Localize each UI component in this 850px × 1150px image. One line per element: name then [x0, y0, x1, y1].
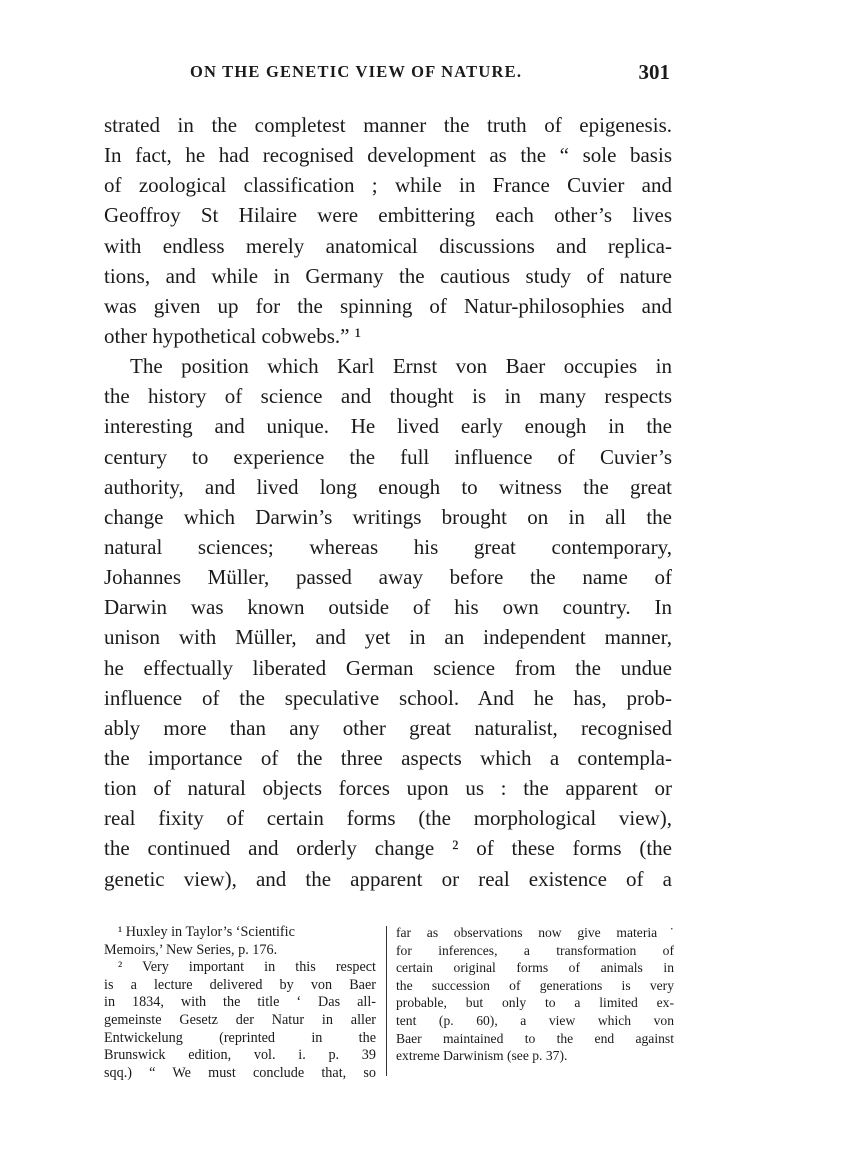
running-head: ON THE GENETIC VIEW OF NATURE.: [190, 62, 523, 81]
text-line: the importance of the three aspects which a contempla-: [104, 745, 672, 770]
footnote-column-divider: [386, 926, 387, 1076]
text-line: tion of natural objects forces upon us : the apparent or: [104, 776, 672, 801]
footnote-line: far as observations now give materia˙: [396, 925, 674, 940]
text-line: tions, and while in Germany the cautious study of nature: [104, 263, 672, 288]
text-line: real fixity of certain forms (the morphological view),: [104, 806, 672, 831]
footnote-column-left: [104, 924, 376, 1082]
footnote-line: gemeinste Gesetz der Natur in aller: [104, 1011, 376, 1028]
footnote-line: Memoirs,’ New Series, p. 176.: [104, 941, 278, 958]
text-line: with endless merely anatomical discussions and replica-: [104, 233, 672, 258]
footnote-line: certain original forms of animals in: [396, 960, 674, 976]
text-line: natural sciences; whereas his great contemporary,: [104, 534, 672, 559]
text-line: Geoffroy St Hilaire were embittering each other’s lives: [104, 203, 672, 228]
text-line: century to experience the full influence of Cuvier’s: [104, 444, 672, 469]
body-text: [104, 110, 672, 894]
footnote-line: is a lecture delivered by von Baer: [104, 976, 376, 993]
footnote-line: ¹ Huxley in Taylor’s ‘Scientific: [118, 924, 295, 940]
text-line: authority, and lived long enough to witness the great: [104, 474, 672, 499]
footnote-line: the succession of generations is very: [396, 977, 674, 993]
footnote-line: for inferences, a transformation of: [396, 942, 674, 958]
text-line: genetic view), and the apparent or real existence of a: [104, 866, 672, 891]
text-line: was given up for the spinning of Natur-philosophies and: [104, 293, 672, 318]
text-line: The position which Karl Ernst von Baer occupies in: [130, 354, 672, 379]
footnote-line: Brunswick edition, vol. i. p. 39: [104, 1047, 376, 1064]
footnotes: [104, 924, 672, 1080]
text-line: ably more than any other great naturalist, recognised: [104, 715, 672, 740]
text-line: change which Darwin’s writings brought on in all the: [104, 504, 672, 529]
footnote-line: probable, but only to a limited ex-: [396, 995, 674, 1011]
text-line: of zoological classification ; while in France Cuvier and: [104, 173, 672, 198]
page-header: [104, 60, 670, 90]
footnote-line: Entwickelung (reprinted in the: [104, 1029, 376, 1046]
page-number: 301: [638, 60, 670, 84]
text-line: the history of science and thought is in many respects: [104, 384, 672, 409]
text-line: the continued and orderly change ² of these forms (the: [104, 836, 672, 861]
footnote-line: Baer maintained to the end against: [396, 1030, 674, 1046]
text-line: he effectually liberated German science from the undue: [104, 655, 672, 680]
footnote-line: in 1834, with the title ‘ Das all-: [104, 994, 376, 1011]
footnote-line: sqq.) “ We must conclude that, so: [104, 1064, 376, 1081]
text-line: Darwin was known outside of his own country. In: [104, 595, 672, 620]
text-line: In fact, he had recognised development as the “ sole basis: [104, 143, 672, 168]
text-line: Johannes Müller, passed away before the name of: [104, 565, 672, 590]
footnote-line: ² Very important in this respect: [118, 959, 376, 976]
text-line: other hypothetical cobwebs.” ¹: [104, 323, 362, 348]
footnote-line: tent (p. 60), a view which von: [396, 1012, 674, 1028]
text-line: interesting and unique. He lived early enough in the: [104, 414, 672, 439]
text-line: strated in the completest manner the truth of epigenesis.: [104, 113, 672, 137]
text-line: influence of the speculative school. And he has, prob-: [104, 685, 672, 710]
text-line: unison with Müller, and yet in an independent manner,: [104, 625, 672, 650]
footnote-column-right: [396, 924, 674, 1065]
footnote-line: extreme Darwinism (see p. 37).: [396, 1048, 568, 1064]
